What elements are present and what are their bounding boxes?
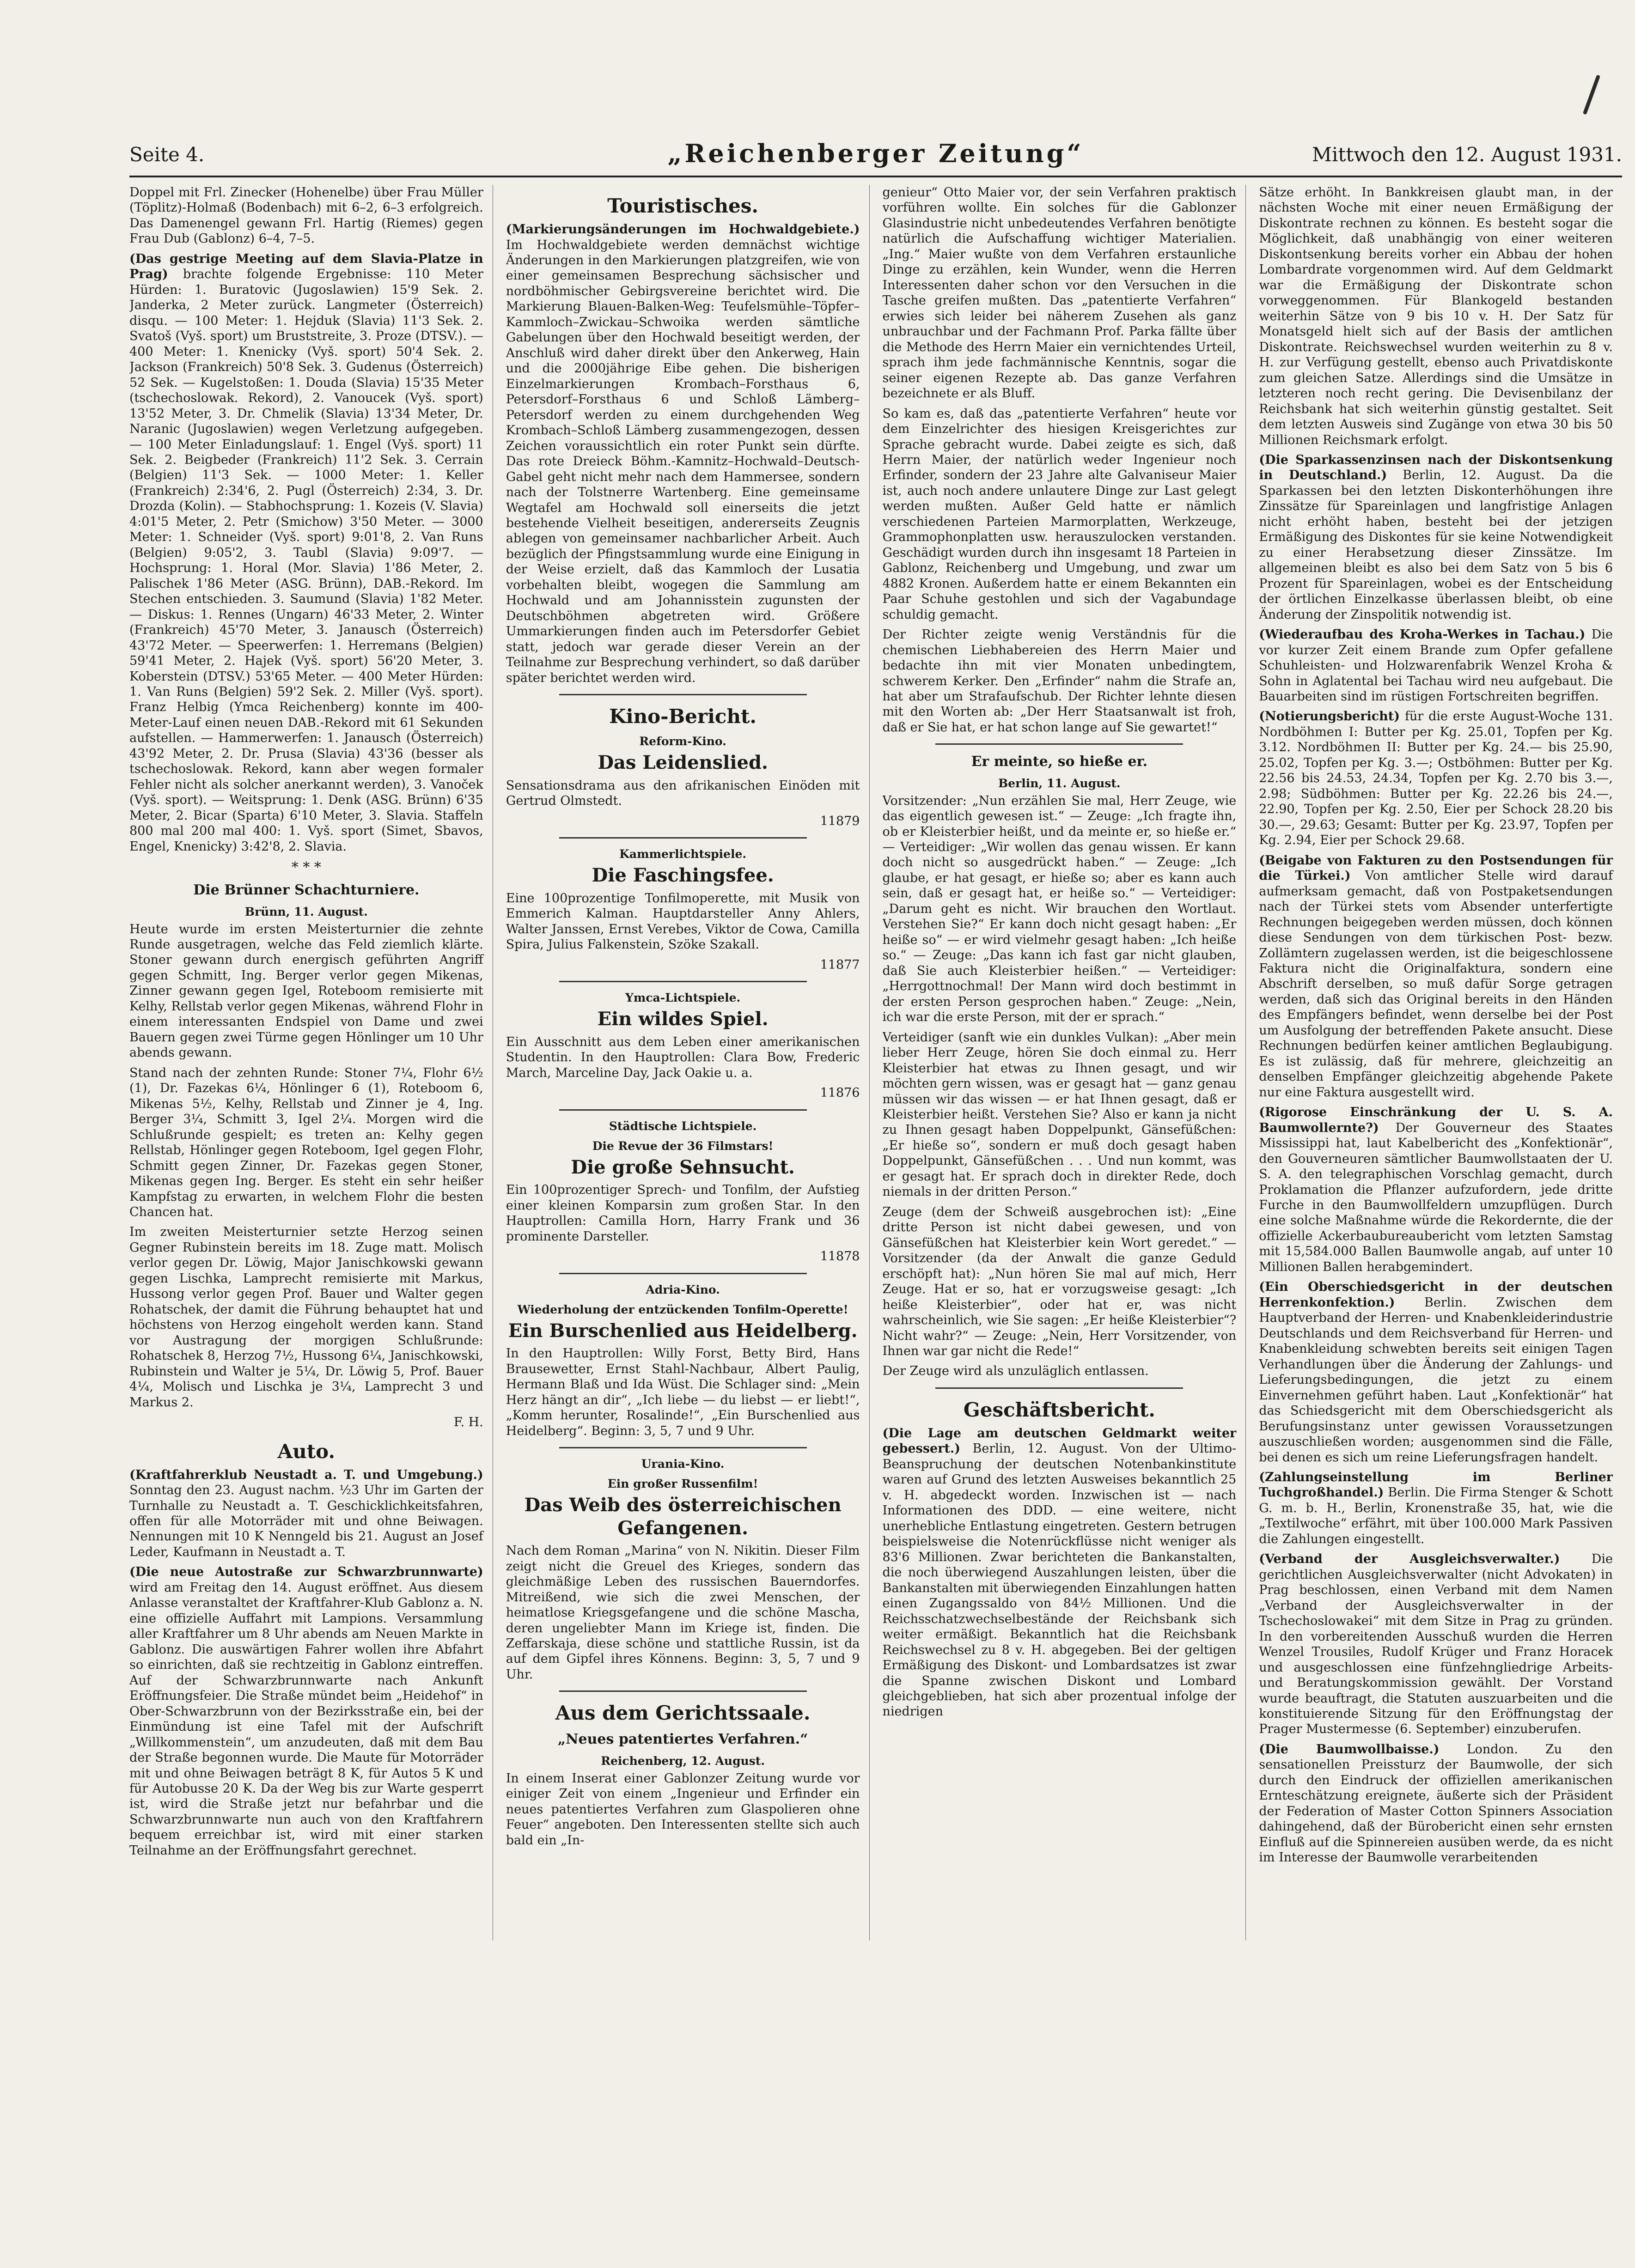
film-tagline-5: Wiederholung der entzückenden Tonfilm-Operette! <box>517 1302 848 1316</box>
baumwollernte-text: Der Gouverneur des Staates Mississippi hat, laut Kabelbericht des „Konfektionär“, den Gouverneuren sämtlicher Baumwollstaaten der U. S. A. den telegraphischen Vorschlag gemacht, durch Proklamation die Pflanzer aufzufordern, jede dritte Furche in den Baumwollfeldern umzupflügen. Durch eine solche Maßnahme würde die Rekordernte, die der offizielle Ackerbaubureaubericht vom letzten Samstag mit 15,584.000 Ballen Baumwolle angab, auf unter 10 Millionen Ballen herabgemindert. <box>1259 1120 1613 1274</box>
anecdote-para-1: Vorsitzender: „Nun erzählen Sie mal, Herr Zeuge, wie das eigentlich gewesen ist.“ — Zeuge: „Ich fragte ihn, ob er Kleisterbier heißt, und da meinte er, so hieße er.“ — Verteidiger: „Wir wollen das genau wissen. Er kann doch nicht so ausgedrückt haben.“ — Zeuge: „Ich glaube, er hat gesagt, er hieße so; aber es kann auch sein, daß er gesagt hat, er heiße so.“ — Verteidiger: „Darum geht es nicht. Wir brauchen den Wortlaut. Verstehen Sie?“ Er kann doch nicht gesagt haben: „Er heiße so“ — er wird vielmehr gesagt haben: „Ich heiße so.“ — Zeuge: „Das kann ich fast gar nicht glauben, daß Sie auch Kleisterbier heißen.“ — Verteidiger: „Herrgottnochmal! Der Mann wird doch bestimmt in der ersten Person gesprochen haben.“ Zeuge: „Nein, ich war die erste Person, mit der er sprach.“ <box>882 793 1237 1025</box>
article-columns <box>129 185 1622 1940</box>
film-tagline-4: Die Revue der 36 Filmstars! <box>592 1139 774 1153</box>
divider <box>559 1273 807 1274</box>
tourist-section-title: Touristisches. <box>607 195 759 217</box>
schiedsgericht-text: Berlin. Zwischen dem Hauptverband der Herren- und Knabenkleiderindustrie Deutschlands und dem Reichsverband für Herren- und Knabenkleidung schwebten bereits seit einigen Tagen Verhandlungen über die Änderung der Zahlungs- und Lieferungsbedingungen, die jetzt zu einem Einvernehmen geführt haben. Laut „Konfektionär“ hat das Schiedsgericht mit dem Oberschiedsgericht als Berufungsinstanz unter gewissen Voraussetzungen auszuschließen worden; ausgenommen sind die Fälle, bei denen es sich um reine Lieferungsfragen handelt. <box>1259 1295 1613 1465</box>
divider <box>559 694 807 695</box>
geldmarkt-continued: Sätze erhöht. In Bankkreisen glaubt man, in der nächsten Woche mit einer neuen Ermäßigung der Diskontrate rechnen zu können. Es besteht sogar die Möglichkeit, daß unabhängig von einer weiteren Diskontsenkung bereits vorher ein Abbau der hohen Lombardrate vorgenommen wird. Auf dem Geldmarkt war die Ermäßigung der Diskontrate schon vorweggenommen. Für Blankogeld bestanden weiterhin Sätze von 9 bis 10 v. H. Der Satz für Monatsgeld hielt sich auf der Basis der amtlichen Diskontrate. Reichswechsel wurden weiterhin zu 8 v. H. zur Verfügung gestellt, ebenso auch Privatdiskonte zum gleichen Satze. Allerdings sind die Umsätze in letzteren noch recht gering. Die Devisenbilanz der Reichsbank hat sich weiterhin günstig gestaltet. Seit dem letzten Ausweis sind Zugänge von etwa 30 bis 50 Millionen Reichsmark erfolgt. <box>1259 185 1613 447</box>
tuchgrosshandel-text: Berlin. Die Firma Stenger & Schott G. m. b. H., Berlin, Kronenstraße 35, hat, wie die „Textilwoche“ erfährt, mit über 100.000 Mark Passiven die Zahlungen eingestellt. <box>1259 1485 1613 1546</box>
verband-notice <box>1259 1551 1613 1737</box>
tuerkei-text: Von amtlicher Stelle wird darauf aufmerksam gemacht, daß von Postpaketsendungen nach der Türkei stets vom Absender unterfertigte Rechnungen beigegeben werden müssen, doch können diese Sendungen von dem türkischen Post- bezw. Zollämtern zugelassen werden, ist die beigeschlossene Faktura nicht die Originalfaktura, sondern eine Abschrift derselben, so muß dafür Sorge getragen werden, daß sich das Original bereits in den Händen des Empfängers befindet, wenn derselbe bei der Post um Ausfolgung der betreffenden Pakete ansucht. Diese Rechnungen bedürfen keiner amtlichen Beglaubigung. Es ist zulässig, daß für mehrere, gleichzeitig an denselben Empfänger gleichzeitig abgehende Pakete nur eine Faktura ausgestellt wird. <box>1259 869 1613 1100</box>
markierung-text: Im Hochwaldgebiete werden demnächst wichtige Änderungen in den Markierungen platzgreifen, wie von einer gemeinsamen Besprechung sächsischer und nordböhmischer Gebirgsvereine berichtet wird. Die Markierung Blauen-Balken-Weg: Teufelsmühle–Töpfer–Kammloch–Zwickau–Schwoika werden sämtliche Gabelungen über den Hochwald beseitigt werden, der Anschluß wird daher direkt über den Ankerweg, Hain und die 2000jährige Eibe gehen. Die bisherigen Einzelmarkierungen Krombach–Forsthaus 6, Petersdorf–Forsthaus 6 und Schloß Lämberg–Petersdorf werden zu einem durchgehenden Weg Krombach–Schloß Lämberg zusammengezogen, dessen Zeichen voraussichtlich ein roter Punkt sein dürfte. Das rote Dreieck Böhm.-Kamnitz–Hochwald–Deutsch-Gabel geht nicht mehr nach dem Hammersee, sondern nach der Tolstnerre Wartenberg. Eine gemeinsame Wegtafel am Hochwald soll einerseits die jetzt bestehende Vielheit beseitigen, andererseits Zeugnis ablegen von gemeinsamer nachbarlicher Arbeit. Auch bezüglich der Pfingstsammlung wurde eine Einigung in der Weise erzielt, daß das Kammloch der Lusatia vorbehalten bleibt, wogegen die Sammlung am Hochwald und am Johannisstein zugunsten der Deutschböhmen abgetreten wird. Größere Ummarkierungen finden auch im Petersdorfer Gebiet statt, jedoch war gerade dieser Verein an der Teilnahme zur Besprechung verhindert, so daß darüber später berichtet werden wird. <box>506 237 860 685</box>
geldmarkt-text: Berlin, 12. August. Von der Ultimo-Beanspruchung der deutschen Notenbankinstitute waren auf Grund des letzten Ausweises bekanntlich 25 v. H. abgedeckt worden. Inzwischen ist — nach Informationen des DDD. — eine weitere, nicht unerhebliche Entlastung eingetreten. Gestern betrugen beispielsweise die Notenrückflüsse nicht weniger als 83'6 Millionen. Zwar berichteten die Bankanstalten, die noch überwiegend Auszahlungen leisten, über die Bankanstalten mit überwiegenden Einzahlungen hatten einen Zugangssaldo von 84½ Millionen. Und die Reichsschatzwechselbestände der Reichsbank sich weiter ermäßigt. Bekanntlich hat die Reichsbank Reichswechsel zu 8 v. H. abgegeben. Bei der geltigen Ermäßigung des Diskont- und Lombardsatzes ist zwar die Spanne zwischen Diskont und Lombard gleichgeblieben, hat sich aber prozentual infolge der niedrigen <box>882 1441 1237 1719</box>
film-desc-4: Ein 100prozentiger Sprech- und Tonfilm, der Aufstieg einer kleinen Komparsin zum großen Star. In den Hauptrollen: Camilla Horn, Harry Frank und 36 prominente Darsteller. <box>506 1183 860 1244</box>
auto-section-title: Auto. <box>277 1440 336 1463</box>
separator-stars: * * * <box>291 859 321 876</box>
divider <box>559 1109 807 1111</box>
court-para-3: So kam es, daß das „patentierte Verfahren“ heute vor dem Einzelrichter des hiesigen Kreisgerichtes zur Sprache gebracht wurde. Dabei zeigte es sich, daß Herrn Maier, der natürlich weder Ingenieur noch Erfinder, sondern der 23 Jahre alte Galvaniseur Maier ist, auch noch andere unlautere Dinge zur Last gelegt werden mußten. Außer Geld hatte er nämlich verschiedenen Parteien Marmorplatten, Werkzeuge, Grammophonplatten usw. herauszulocken verstanden. Geschädigt wurden durch ihn insgesamt 18 Parteien in Gablonz, Reichenberg und Umgebung, und zwar um 4882 Kronen. Außerdem hatte er einem Bekannten ein Paar Schuhe gestohlen und sich der Vagabundage schuldig gemacht. <box>882 406 1237 622</box>
autostrasse-text: wird am Freitag den 14. August eröffnet. Aus diesem Anlasse veranstaltet der Kraftfahrer-Klub Gablonz a. N. eine offizielle Auffahrt mit Lampions. Versammlung aller Kraftfahrer um 8 Uhr abends am Neuen Markte in Gablonz. Die auswärtigen Fahrer wollen ihre Abfahrt so einrichten, daß sie rechtzeitig in Gablonz eintreffen. Auf der Schwarzbrunnwarte nach Ankunft Eröffnungsfeier. Die Straße mündet beim „Heidehof“ in Ober-Schwarzbrunn von der Bezirksstraße ein, bei der Einmündung ist eine Tafel mit der Aufschrift „Willkommenstein“, um anzudeuten, daß mit dem Bau der Straße begonnen wurde. Die Maute für Motorräder mit und ohne Beiwagen beträgt 8 K, für Autos 5 K und für Autobusse 20 K. Da der Weg bis zur Warte gesperrt ist, wird die Straße jetzt nur befahrbar und die Schwarzbrunnwarte nun auch von den Kraftfahrern bequem erreichbar ist, wird mit einer starken Teilnahme an der Eröffnungsfahrt gerechnet. <box>129 1580 483 1858</box>
notierung-notice <box>1259 709 1613 848</box>
film-ref-1: 11879 <box>820 814 860 828</box>
court-headline: „Neues patentiertes Verfahren.“ <box>557 1731 808 1748</box>
tuchgrosshandel-heading: (Zahlungseinstellung im Berliner Tuchgroßhandel.) <box>1259 1470 1613 1500</box>
chess-dateline: Brünn, 11. August. <box>244 905 368 918</box>
tuerkei-heading: (Beigabe von Fakturen zu den Postsendungen für die Türkei.) <box>1259 853 1613 883</box>
verband-heading: (Verband der Ausgleichsverwalter.) <box>1259 1552 1560 1567</box>
markierung-heading: (Markierungsänderungen im Hochwaldgebiete.) <box>506 222 860 237</box>
divider <box>559 837 807 839</box>
baumwollbaisse-heading: (Die Baumwollbaisse.) <box>1259 1742 1440 1757</box>
chess-signature: F. H. <box>453 1415 483 1430</box>
film-title-3: Ein wildes Spiel. <box>597 1008 769 1030</box>
baumwollbaisse-notice <box>1259 1742 1613 1866</box>
film-desc-3: Ein Ausschnitt aus dem Leben einer amerikanischen Studentin. In den Hauptrollen: Clara Bow, Frederic March, Marceline Day, Jack Oakie u. a. <box>506 1034 860 1080</box>
anecdote-headline: Er meinte, so hieße er. <box>971 754 1148 770</box>
venue-staedtische: Städtische Lichtspiele. <box>609 1119 757 1133</box>
notierung-text: für die erste August-Woche 131. Nordböhmen I: Butter per Kg. 25.01, Topfen per Kg. 3.12. Nordböhmen II: Butter per Kg. 24.— bis 25.90, 25.02, Topfen per Kg. 3.—; Ostböhmen: Butter per Kg. 22.56 bis 24.53, 24.34, Topfen per Kg. 2.70 bis 3.—, 2.98; Südböhmen: Butter per Kg. 22.26 bis 24.—, 22.90, Topfen per Kg. 2.50, Eier per Schock 28.20 bis 30.—, 29.63; Gesamt: Butter per Kg. 23.97, Topfen per Kg. 2.94, Eier per Schock 29.68. <box>1259 709 1613 848</box>
tuchgrosshandel-notice <box>1259 1470 1613 1547</box>
column-3 <box>883 185 1246 1940</box>
court-para-1: In einem Inserat einer Gablonzer Zeitung wurde vor einiger Zeit von einem „Ingenieur und Erfinder ein neues patentiertes Verfahren zum Glaspolieren ohne Feuer“ angeboten. Den Interessenten stellte sich auch bald ein „In- <box>506 1771 860 1848</box>
film-ref-4: 11878 <box>820 1249 860 1264</box>
business-section-title: Geschäftsbericht. <box>963 1398 1155 1421</box>
pencil-mark <box>1583 74 1600 115</box>
venue-reform: Reform-Kino. <box>639 735 726 748</box>
meeting-report <box>129 251 483 854</box>
divider <box>559 1447 807 1448</box>
baumwollernte-heading: (Rigorose Einschränkung der U. S. A. Baumwollernte?) <box>1259 1105 1613 1135</box>
meeting-text: brachte folgende Ergebnisse: 110 Meter Hürden: 1. Buratovic (Jugoslawien) 15'9 Sek. 2. Janderka, 2 Meter zurück. Langmeter (Österreich) disqu. — 100 Meter: 1. Hejduk (Slavia) 11'3 Sek. 2. Svatoš (Vyš. sport) um Bruststreite, 3. Proze (DTSV.). — 400 Meter: 1. Knenicky (Vyš. sport) 50'4 Sek. 2. Jackson (Frankreich) 50'8 Sek. 3. Gudenus (Österreich) 52 Sek. — Kugelstoßen: 1. Douda (Slavia) 15'35 Meter (tschechoslowak. Rekord), 2. Vanoucek (Vyš. sport) 13'52 Meter, 3. Dr. Chmelik (Slavia) 13'34 Meter, Dr. Naranic (Jugoslawien) wegen Verletzung aufgegeben. — 100 Meter Einladungslauf: 1. Engel (Vyš. sport) 11 Sek. 2. Beigbeder (Frankreich) 11'2 Sek. 3. Cerrain (Belgien) 11'3 Sek. — 1000 Meter: 1. Keller (Frankreich) 2:34'6, 2. Pugl (Österreich) 2:34, 3. Dr. Drozda (Kolin). — Stabhochsprung: 1. Kozeis (V. Slavia) 4:01'5 Meter, 2. Petr (Smichow) 3'50 Meter. — 3000 Meter: 1. Schneider (Vyš. sport) 9:01'8, 2. Van Runs (Belgien) 9:05'2, 3. Taubl (Slavia) 9:09'7. — Hochsprung: 1. Horal (Mor. Slavia) 1'86 Meter, 2. Palischek 1'86 Meter (ASG. Brünn), DAB.-Rekord. Im Stechen entschieden. 3. Saumund (Slavia) 1'82 Meter. — Diskus: 1. Rennes (Ungarn) 46'33 Meter, 2. Winter (Frankreich) 45'70 Meter, 3. Janausch (Österreich) 43'72 Meter. — Speerwerfen: 1. Herremans (Belgien) 59'41 Meter, 2. Hajek (Vyš. sport) 56'20 Meter, 3. Koberstein (DTSV.) 53'65 Meter. — 400 Meter Hürden: 1. Van Runs (Belgien) 59'2 Sek. 2. Miller (Vyš. sport). Franz Helbig (Ymca Reichenberg) konnte im 400-Meter-Lauf einen neuen DAB.-Rekord mit 61 Sekunden aufstellen. — Hammerwerfen: 1. Janausch (Österreich) 43'92 Meter, 2. Dr. Prusa (Slavia) 43'36 (besser als tschechoslowak. Rekord, kann aber wegen formaler Fehler nicht als solcher anerkannt werden), 3. Vanoček (Vyš. sport). — Weitsprung: 1. Denk (ASG. Brünn) 6'35 Meter, 2. Bicar (Sparta) 6'10 Meter, 3. Slavia. Staffeln 800 mal 200 mal 400: 1. Vyš. sport (Simet, Sbavos, Engel, Knenicky) 3:42'8, 2. Slavia. <box>129 267 483 854</box>
schiedsgericht-notice <box>1259 1279 1613 1465</box>
court-section-title: Aus dem Gerichtssaale. <box>555 1702 811 1725</box>
film-title-4: Die große Sehnsucht. <box>571 1156 795 1178</box>
film-desc-1: Sensationsdrama aus den afrikanischen Einöden mit Gertrud Olmstedt. <box>506 778 860 809</box>
film-title-5: Ein Burschenlied aus Heidelberg. <box>508 1319 858 1342</box>
sparkassen-text: Berlin, 12. August. Da die Sparkassen bei den letzten Diskonterhöhungen ihre Zinssätze für Spareinlagen und langfristige Anlagen nicht erhöht haben, besteht bei der jetzigen Ermäßigung des Diskontes für sie keine Notwendigkeit zu einer Herabsetzung dieser Zinssätze. Im allgemeinen bleibt es also bei dem Satz von 5 bis 6 Prozent für Spareinlagen, wobei es der Entscheidung der örtlichen Einzelkasse überlassen bleibt, ob eine Änderung der Zinspolitik notwendig ist. <box>1259 468 1613 622</box>
column-2 <box>506 185 870 1940</box>
court-para-2: genieur“ Otto Maier vor, der sein Verfahren praktisch vorführen wollte. Ein solches für die Gablonzer Glasindustrie nicht unbedeutendes Verfahren benötigte natürlich die Aufschaffung wichtiger Materialien. „Ing.“ Maier wußte von dem Verfahren erstaunliche Dinge zu erzählen, kein Wunder, wenn die Herren Interessenten daher schon vor den Versuchen in die Tasche greifen mußten. Das „patentierte Verfahren“ erwies sich leider bei näherem Zusehen als ganz unbrauchbar und der Fachmann Prof. Parka fällte über die Methode des Herrn Maier ein vernichtendes Urteil, sprach ihm jede fachmännische Kenntnis, sogar die seiner eigenen Rezepte ab. Das ganze Verfahren bezeichnete er als Bluff. <box>882 185 1237 401</box>
divider <box>559 981 807 982</box>
autostrasse-notice <box>129 1564 483 1858</box>
anecdote-para-2: Verteidiger (sanft wie ein dunkles Vulkan): „Aber mein lieber Herr Zeuge, hören Sie doch einmal zu. Herr Kleisterbier hat etwas zu Ihnen gesagt, und wir möchten gern wissen, was er gesagt hat — ganz genau müssen wir das wissen — er hat Ihnen gesagt, daß er Kleisterbier heißt. Verstehen Sie? Also er kann ja nicht zu Ihnen gesagt haben Doppelpunkt, Gänsefüßchen: „Er hieße so“, sondern er muß doch gesagt haben Doppelpunkt, Gänsefüßchen . . . Und nun kommt, was er gesagt hat. Er sprach doch in direkter Rede, doch niemals in der dritten Person.“ <box>882 1030 1237 1199</box>
meeting-heading: (Das gestrige Meeting auf dem Slavia-Platze in Prag) <box>129 251 483 282</box>
column-4 <box>1259 185 1622 1940</box>
divider <box>559 1690 807 1692</box>
verband-text: Die gerichtlichen Ausgleichsverwalter (nicht Advokaten) in Prag beschlossen, einen Verband mit dem Namen „Verband der Ausgleichsverwalter in der Tschechoslowakei“ mit dem Sitze in Prag zu gründen. In den vorbereitenden Ausschuß wurden die Herren Wenzel Trousiles, Rudolf Krüger und Franz Horacek und ausgeschlossen eine fünfzehngliedrige Arbeits- und Beratungskommission gewählt. Der Vorstand wurde beauftragt, die Statuten auszuarbeiten und die konstituierende Sitzung für den Eröffnungstag der Prager Mustermesse (6. September) einzuberufen. <box>1259 1552 1613 1737</box>
divider <box>935 743 1183 745</box>
page-number: Seite 4. <box>129 143 205 166</box>
venue-kammer: Kammerlichtspiele. <box>619 847 747 861</box>
venue-adria: Adria-Kino. <box>646 1283 720 1296</box>
chess-para-2: Stand nach der zehnten Runde: Stoner 7¼, Flohr 6½ (1), Dr. Fazekas 6¼, Hönlinger 6 (1), Roteboom 6, Mikenas 5½, Kelhy, Rellstab und Zinner je 4, Ing. Berger 3¼, Schmitt 3, Igel 2¼. Morgen wird die Schlußrunde gespielt; es treten an: Kelhy gegen Rellstab, Hönlinger gegen Roteboom, Igel gegen Flohr, Schmitt gegen Zinner, Dr. Fazekas gegen Stoner, Mikenas gegen Ing. Berger. Es steht ein sehr heißer Kampfstag zu erwarten, in welchem Flohr die besten Chancen hat. <box>129 1065 483 1219</box>
venue-urania: Urania-Kino. <box>641 1457 725 1471</box>
autoclub-heading: (Kraftfahrerklub Neustadt a. T. und Umgebung.) <box>129 1467 483 1482</box>
markierung-notice <box>506 222 860 686</box>
court-dateline: Reichenberg, 12. August. <box>601 1754 765 1768</box>
film-desc-5: In den Hauptrollen: Willy Forst, Betty Bird, Hans Brausewetter, Ernst Stahl-Nachbaur, Albert Paulig, Hermann Blaß und Ida Wüst. Die Schlager sind: „Mein Herz hängt an dir“, „Ich liebe — du liebst — er liebt!“, „Komm herunter, Rosalinde!“, „Ein Burschenlied aus Heidelberg“. Beginn: 3, 5, 7 und 9 Uhr. <box>506 1346 860 1438</box>
notierung-heading: (Notierungsbericht) <box>1259 709 1400 724</box>
geldmarkt-heading: (Die Lage am deutschen Geldmarkt weiter gebessert.) <box>882 1426 1237 1456</box>
court-para-4: Der Richter zeigte wenig Verständnis für die chemischen Liebhabereien des Herrn Maier und bedachte ihn mit vier Monaten unbedingtem, schwerem Kerker. Den „Erfinder“ nahm die Strafe an, hat aber um Strafaufschub. Der Richter lehnte diesen mit den Worten ab: „Der Herr Staatsanwalt ist froh, daß er Sie hat, er hat schon lange auf Sie gewartet!“ <box>882 627 1237 735</box>
film-ref-2: 11877 <box>820 957 860 972</box>
kroha-notice <box>1259 627 1613 704</box>
anecdote-dateline: Berlin, 11. August. <box>998 776 1121 790</box>
sparkassen-notice <box>1259 452 1613 622</box>
tuerkei-notice <box>1259 853 1613 1101</box>
kino-section-title: Kino-Bericht. <box>609 705 757 728</box>
chess-para-3: Im zweiten Meisterturnier setzte Herzog seinen Gegner Rubinstein bereits im 18. Zuge matt. Molisch verlor gegen Dr. Löwig, Major Janischkowski gewann gegen Lischka, Lamprecht remisierte mit Markus, Hussong verlor gegen Prof. Bauer und Walter gegen Rohatschek, der damit die Führung behauptet hat und höchstens von Herzog eingeholt werden kann. Stand vor Austragung der morgigen Schlußrunde: Rohatschek 8, Herzog 7½, Hussong 6¼, Janischkowski, Rubinstein und Walter je 5¼, Dr. Löwig 5, Prof. Bauer 4¼, Molisch und Lischka je 3¼, Lamprecht 3 und Markus 2. <box>129 1225 483 1410</box>
film-ref-3: 11876 <box>820 1086 860 1101</box>
tennis-report: Doppel mit Frl. Zinecker (Hohenelbe) über Frau Müller (Töplitz)-Holmaß (Bodenbach) mit 6–2, 6–3 erfolgreich. Das Damenengel gewann Frl. Hartig (Riemes) gegen Frau Dub (Gablonz) 6–4, 7–5. <box>129 185 483 246</box>
film-desc-6: Nach dem Roman „Marina“ von N. Nikitin. Dieser Film zeigt nicht die Greuel des Krieges, sondern das gleichmäßige Leben des russischen Bauerndorfes. Mitreißend, wie sich die zwei Menschen, der heimatlose Kriegsgefangene und die schöne Mascha, deren ungeliebter Mann im Kriege ist, finden. Die Zeffarskaja, diese schöne und stattliche Russin, ist da auf dem Gipfel ihres Könnens. Beginn: 3, 5, 7 und 9 Uhr. <box>506 1544 860 1682</box>
venue-ymca: Ymca-Lichtspiele. <box>625 991 741 1005</box>
kroha-text: Die vor kurzer Zeit einem Brande zum Opfer gefallene Schuhleisten- und Holzwarenfabrik Wenzel Kroha & Sohn in Aglatental bei Tachau wird neu aufgebaut. Die Bauarbeiten sind im rüstigen Fortschreiten begriffen. <box>1259 627 1613 704</box>
column-1 <box>129 185 493 1940</box>
film-tagline-6: Ein großer Russenfilm! <box>607 1477 758 1490</box>
autoclub-notice <box>129 1467 483 1560</box>
schiedsgericht-heading: (Ein Oberschiedsgericht in der deutschen Herrenkonfektion.) <box>1259 1280 1613 1310</box>
divider <box>935 1387 1183 1389</box>
sparkassen-heading: (Die Sparkassenzinsen nach der Diskontsenkung in Deutschland.) <box>1259 452 1613 483</box>
masthead <box>129 139 1622 177</box>
baumwollernte-notice <box>1259 1105 1613 1275</box>
autoclub-text: Sonntag den 23. August nachm. ½3 Uhr im Garten der Turnhalle zu Neustadt a. T. Geschicklichkeitsfahren, offen für alle Motorräder mit und ohne Beiwagen. Nennungen mit 10 K Nenngeld bis 21. August an Josef Leder, Kaufmann in Neustadt a. T. <box>129 1483 483 1559</box>
anecdote-para-4: Der Zeuge wird als unzuläglich entlassen. <box>882 1364 1149 1379</box>
issue-date: Mittwoch den 12. August 1931. <box>1312 143 1622 166</box>
geldmarkt-notice <box>883 1426 1237 1720</box>
film-title-1: Das Leidenslied. <box>598 752 768 774</box>
film-title-6: Das Weib des österreichischen Gefangenen. <box>524 1494 842 1539</box>
kroha-heading: (Wiederaufbau des Kroha-Werkes in Tachau.) <box>1259 627 1586 642</box>
film-desc-2: Eine 100prozentige Tonfilmoperette, mit Musik von Emmerich Kalman. Hauptdarsteller Anny Ahlers, Walter Janssen, Ernst Verebes, Viktor de Cowa, Camilla Spira, Julius Falkenstein, Szöke Szakall. <box>506 891 860 952</box>
baumwollbaisse-text: London. Zu den sensationellen Preissturz der Baumwolle, der sich durch den Eindruck der offiziellen amerikanischen Ernteschätzung ereignete, äußerte sich der Präsident der Federation of Master Cotton Spinners Association dahingehend, daß der Bürobericht einen sehr ernsten Einfluß auf die Spinnereien ausüben werde, da es nicht im Interesse der Baumwolle verarbeitenden <box>1259 1742 1613 1865</box>
chess-para-1: Heute wurde im ersten Meisterturnier die zehnte Runde ausgetragen, welche das Feld ziemlich klärte. Stoner gewann durch energisch geführten Angriff gegen Schmitt, Ing. Berger verlor gegen Mikenas, Zinner gewann gegen Igel, Roteboom remisierte mit Kelhy, Rellstab verlor gegen Mikenas, während Flohr in einem interessanten Endspiel von Dame und zwei Bauern gegen zwei Türme gegen Hönlinger um 10 Uhr abends gewann. <box>129 922 483 1060</box>
anecdote-para-3: Zeuge (dem der Schweiß ausgebrochen ist): „Eine dritte Person ist nicht dabei gewesen, und von Gänsefüßchen hat Kleisterbier kein Wort geredet.“ — Vorsitzender (da der Anwalt die ganze Geduld erschöpft hat): „Nun hören Sie mal auf mich, Herr Zeuge. Hat er so, hat er vorzugsweise gesagt: „Ich heiße Kleisterbier“, oder hat er, was nicht wahrscheinlich, wie Sie sagen: „Er heiße Kleisterbier“? Nicht wahr?“ — Zeuge: „Nein, Herr Vorsitzender, von Ihnen war gar nicht die Rede!“ <box>882 1204 1237 1358</box>
film-title-2: Die Faschingsfee. <box>592 864 774 887</box>
autostrasse-heading: (Die neue Autostraße zur Schwarzbrunnwarte) <box>129 1565 483 1580</box>
chess-headline: Die Brünner Schachturniere. <box>193 882 420 899</box>
newspaper-title: „Reichenberger Zeitung“ <box>667 139 1084 168</box>
